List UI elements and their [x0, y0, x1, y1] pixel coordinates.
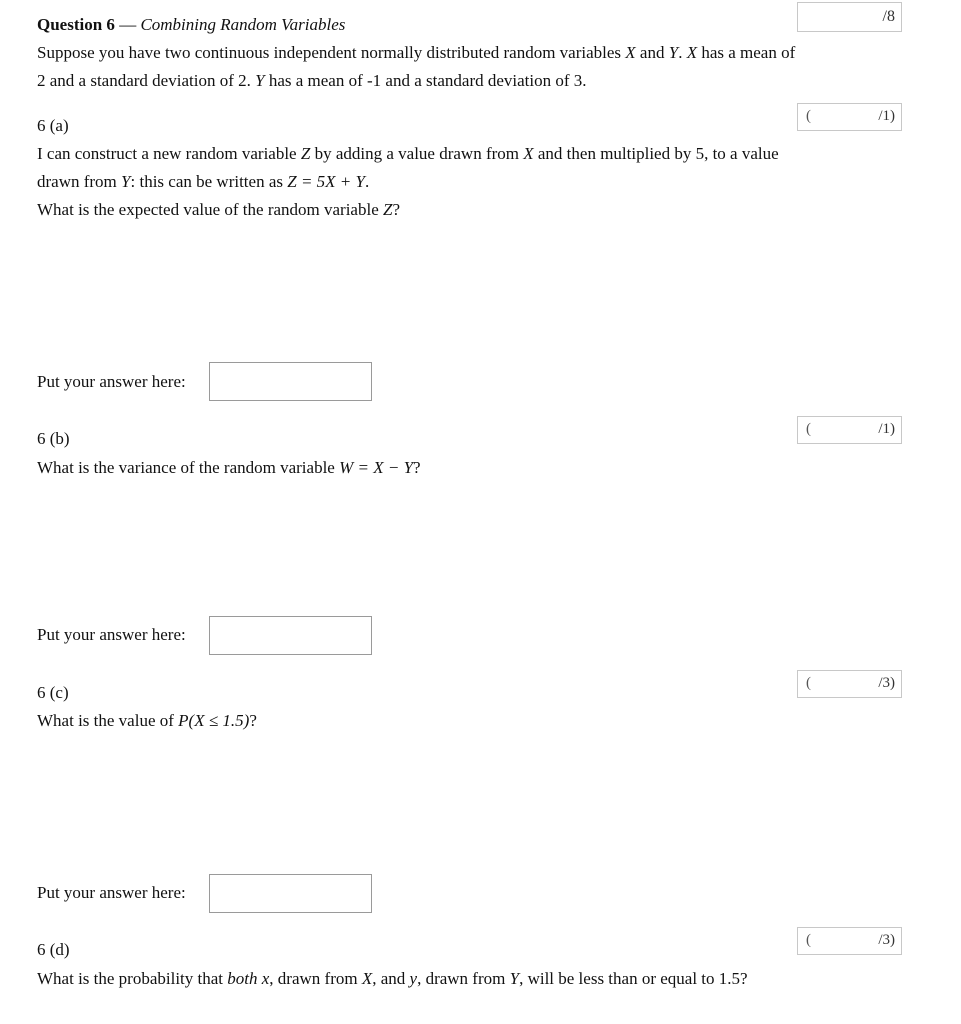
part-d-score-box[interactable]: ( /3) [797, 927, 902, 955]
question-topic: Combining Random Variables [140, 15, 346, 34]
part-c-score-box[interactable]: ( /3) [797, 670, 902, 698]
intro-line-2: 2 and a standard deviation of 2. Y has a mean of -1 and a standard deviation of 3. [37, 71, 587, 90]
part-d-text-line-1: What is the probability that both x, drawn from X, and y, drawn from Y, will be less than or equal to 1.5? [37, 969, 748, 988]
part-c-answer-input[interactable] [209, 874, 372, 913]
part-a-label: 6 (a) [37, 116, 69, 135]
question-score-box[interactable] [797, 2, 902, 32]
part-b-answer-input[interactable] [209, 616, 372, 655]
question-score-total: /8 [882, 8, 895, 25]
part-c-text-line-1: What is the value of P(X ≤ 1.5)? [37, 711, 257, 730]
intro-line-1: Suppose you have two continuous independent normally distributed random variables X and Y. X has a mean of [37, 43, 796, 62]
part-b-label: 6 (b) [37, 429, 70, 448]
part-a-text-line-3: What is the expected value of the random variable Z? [37, 200, 401, 219]
part-d-label: 6 (d) [37, 940, 70, 959]
question-title [37, 15, 345, 35]
part-b-score-box[interactable]: ( /1) [797, 416, 902, 444]
title-dash: — [114, 15, 141, 34]
part-b-answer-label: Put your answer here: [37, 625, 186, 644]
part-a-text-line-2: drawn from Y: this can be written as Z = 5X + Y. [37, 172, 370, 191]
question-number: Question 6 [37, 15, 115, 34]
part-a-answer-input[interactable] [209, 362, 372, 401]
part-a-text-line-1: I can construct a new random variable Z by adding a value drawn from X and then multiplied by 5, to a value [37, 144, 779, 163]
part-c-label: 6 (c) [37, 683, 69, 702]
part-b-text-line-1: What is the variance of the random variable W = X − Y? [37, 458, 421, 477]
part-c-answer-label: Put your answer here: [37, 883, 186, 902]
part-a-answer-label: Put your answer here: [37, 372, 186, 391]
part-a-score-box[interactable]: ( /1) [797, 103, 902, 131]
